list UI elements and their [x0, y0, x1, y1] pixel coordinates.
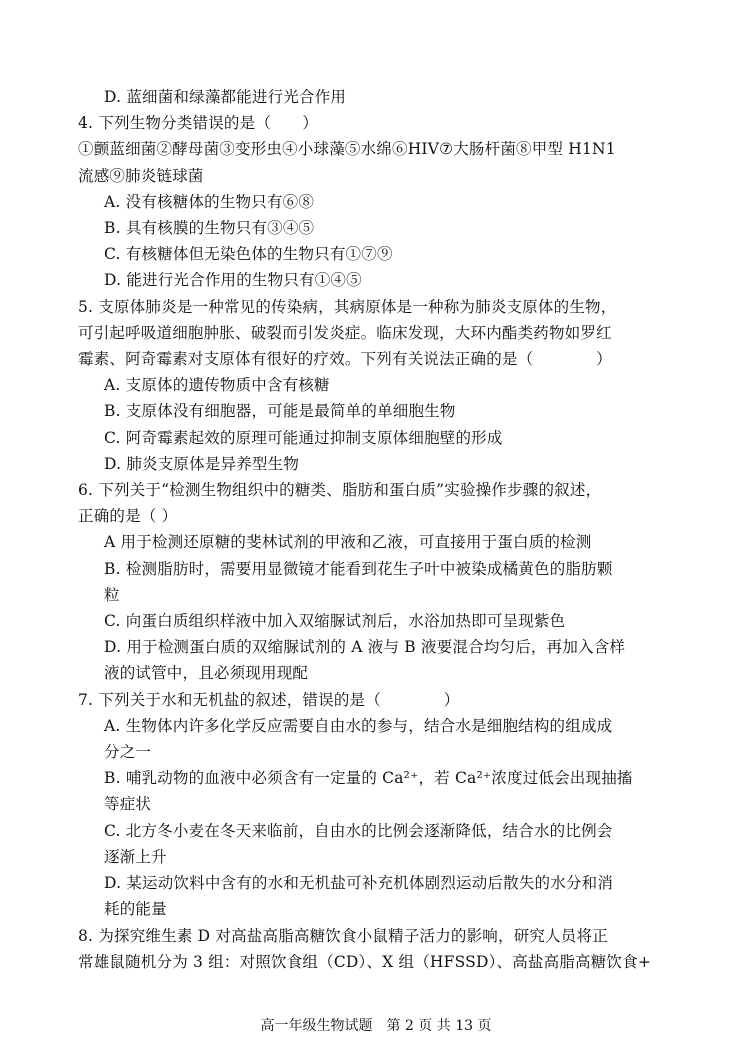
text-line: 7. 下列关于水和无机盐的叙述，错误的是（ ）	[78, 690, 460, 709]
text-line: A. 没有核糖体的生物只有⑥⑧	[104, 192, 315, 211]
text-line: D. 肺炎支原体是异养型生物	[104, 454, 300, 473]
text-line: 等症状	[104, 795, 152, 814]
text-line: 液的试管中，且必须现用现配	[104, 664, 309, 683]
text-line: C. 有核糖体但无染色体的生物只有①⑦⑨	[104, 245, 393, 264]
text-line: ①颤蓝细菌②酵母菌③变形虫④小球藻⑤水绵⑥HIV⑦大肠杆菌⑧甲型 H1N1	[78, 140, 616, 159]
text-line: 分之一	[104, 743, 152, 762]
text-line: C. 向蛋白质组织样液中加入双缩脲试剂后，水浴加热即可呈现紫色	[104, 612, 566, 631]
text-line: D. 某运动饮料中含有的水和无机盐可补充机体剧烈运动后散失的水分和消	[104, 874, 614, 893]
document-body	[78, 84, 678, 975]
text-line: 正确的是（ ）	[78, 507, 178, 526]
text-line: 霉素、阿奇霉素对支原体有很好的疗效。下列有关说法正确的是（ ）	[78, 350, 612, 369]
text-line: A 用于检测还原糖的斐林试剂的甲液和乙液，可直接用于蛋白质的检测	[104, 533, 592, 552]
text-line: C. 阿奇霉素起效的原理可能通过抑制支原体细胞壁的形成	[104, 428, 503, 447]
page-footer: 高一年级生物试题 第 2 页 共 13 页	[260, 1018, 492, 1034]
text-line: B. 哺乳动物的血液中必须含有一定量的 Ca²⁺，若 Ca²⁺浓度过低会出现抽搐	[104, 769, 633, 788]
text-line: D. 用于检测蛋白质的双缩脲试剂的 A 液与 B 液要混合均匀后，再加入含样	[104, 638, 626, 657]
text-line: D. 蓝细菌和绿藻都能进行光合作用	[104, 88, 347, 106]
text-line: 4. 下列生物分类错误的是（ ）	[78, 114, 319, 133]
text-line: 8. 为探究维生素 D 对高盐高脂高糖饮食小鼠精子活力的影响，研究人员将正	[78, 926, 608, 945]
text-line: B. 具有核膜的生物只有③④⑤	[104, 219, 315, 238]
text-line: 耗的能量	[104, 900, 167, 919]
text-line: C. 北方冬小麦在冬天来临前，自由水的比例会逐渐降低，结合水的比例会	[104, 821, 613, 840]
text-line: B. 支原体没有细胞器，可能是最简单的单细胞生物	[104, 402, 456, 421]
text-line: 可引起呼吸道细胞肿胀、破裂而引发炎症。临床发现，大环内酯类药物如罗红	[78, 323, 612, 342]
text-line: B. 检测脂肪时，需要用显微镜才能看到花生子叶中被染成橘黄色的脂肪颗	[104, 559, 613, 578]
text-line: D. 能进行光合作用的生物只有①④⑤	[104, 271, 362, 290]
text-line: 常雄鼠随机分为 3 组：对照饮食组（CD）、X 组（HFSSD）、高盐高脂高糖饮食+	[78, 952, 652, 971]
text-line: A. 生物体内许多化学反应需要自由水的参与，结合水是细胞结构的组成成	[104, 716, 613, 735]
text-line: 粒	[104, 585, 120, 604]
text-line: 6. 下列关于“检测生物组织中的糖类、脂肪和蛋白质”实验操作步骤的叙述，	[78, 481, 602, 500]
text-line: 逐渐上升	[104, 847, 167, 866]
text-line: 流感⑨肺炎链球菌	[78, 166, 204, 185]
text-line: A. 支原体的遗传物质中含有核糖	[104, 376, 330, 395]
text-line: 5. 支原体肺炎是一种常见的传染病，其病原体是一种称为肺炎支原体的生物，	[78, 297, 617, 316]
